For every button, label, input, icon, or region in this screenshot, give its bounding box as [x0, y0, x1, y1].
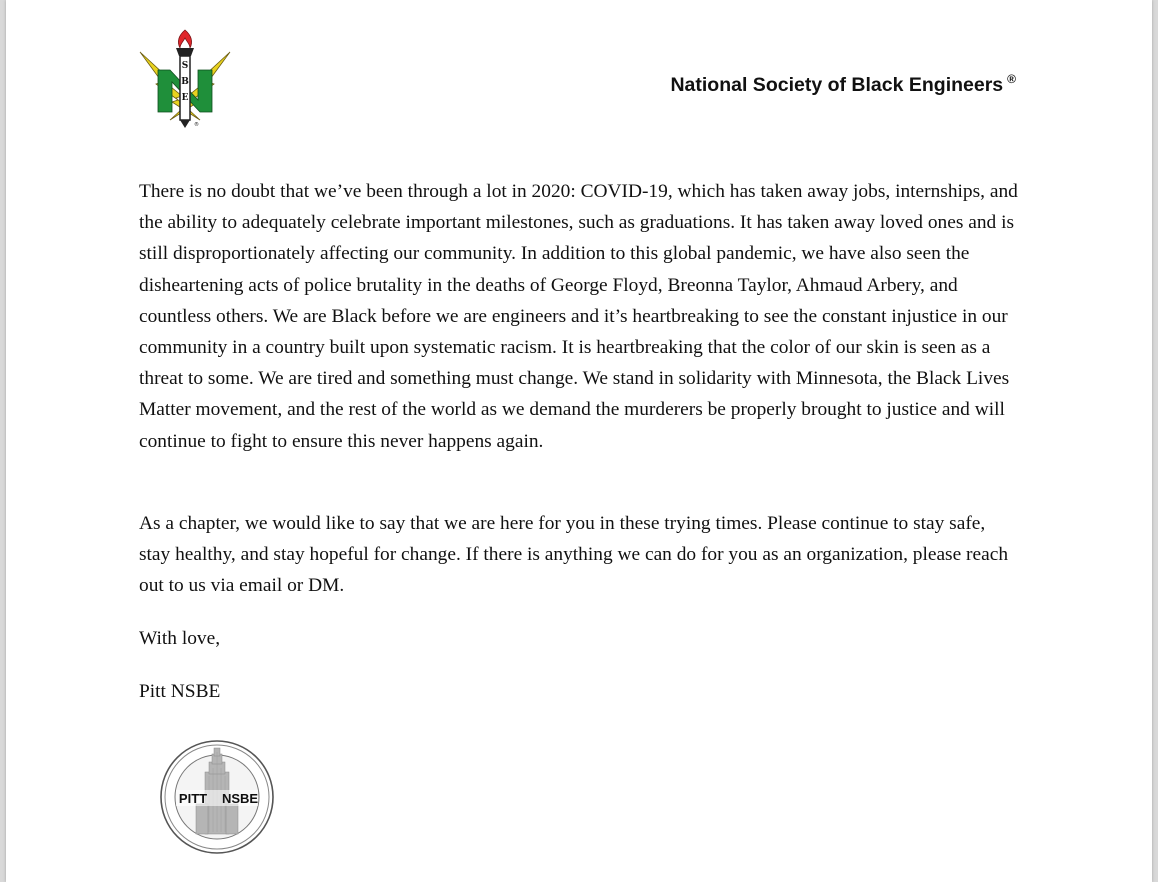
signature-text: Pitt NSBE: [139, 681, 221, 702]
paragraph-2-text: As a chapter, we would like to say that we are here for you in these trying times. Please continue to stay safe, stay healthy, and stay hopeful for change. If there is anything we can do for you as an organization, please reach out to us via email or DM.: [139, 513, 1009, 597]
svg-text:B: B: [181, 77, 189, 87]
seal-text-left: PITT: [178, 791, 208, 806]
pitt-nsbe-seal: [156, 738, 278, 856]
letter-page: [6, 0, 1152, 882]
svg-text:®: ®: [194, 122, 199, 128]
letter-signature: [139, 676, 1019, 707]
registered-mark: ®: [1007, 72, 1016, 86]
nsbe-logo: [136, 26, 234, 130]
torch-cup: [176, 48, 194, 56]
seal-text-right: NSBE: [221, 791, 259, 806]
svg-text:E: E: [181, 93, 189, 103]
letter-closing: [139, 623, 1019, 654]
letter-paragraph-2: [139, 508, 1019, 602]
organization-name: National Society of Black Engineers: [670, 74, 1004, 96]
organization-title: [670, 72, 1016, 97]
letter-paragraph-1: [139, 176, 1019, 457]
closing-text: With love,: [139, 628, 221, 649]
paragraph-1-text: There is no doubt that we’ve been through a lot in 2020: COVID-19, which has taken away jobs, internships, and the ability to adequately celebrate important milestones, such as graduations. It has taken away loved ones and is still disproportionately affecting our community. In addition to this global pandemic, we have also seen the disheartening acts of police brutality in the deaths of George Floyd, Breonna Taylor, Ahmaud Arbery, and countless others. We are Black before we are engineers and it’s heartbreaking to see the constant injustice in our community in a country built upon systematic racism. It is heartbreaking that the color of our skin is seen as a threat to some. We are tired and something must change. We stand in solidarity with Minnesota, the Black Lives Matter movement, and the rest of the world as we demand the murderers be properly brought to justice and will continue to fight to ensure this never happens again.: [139, 181, 1018, 452]
svg-text:S: S: [181, 61, 189, 71]
torch-flame: [178, 30, 191, 48]
